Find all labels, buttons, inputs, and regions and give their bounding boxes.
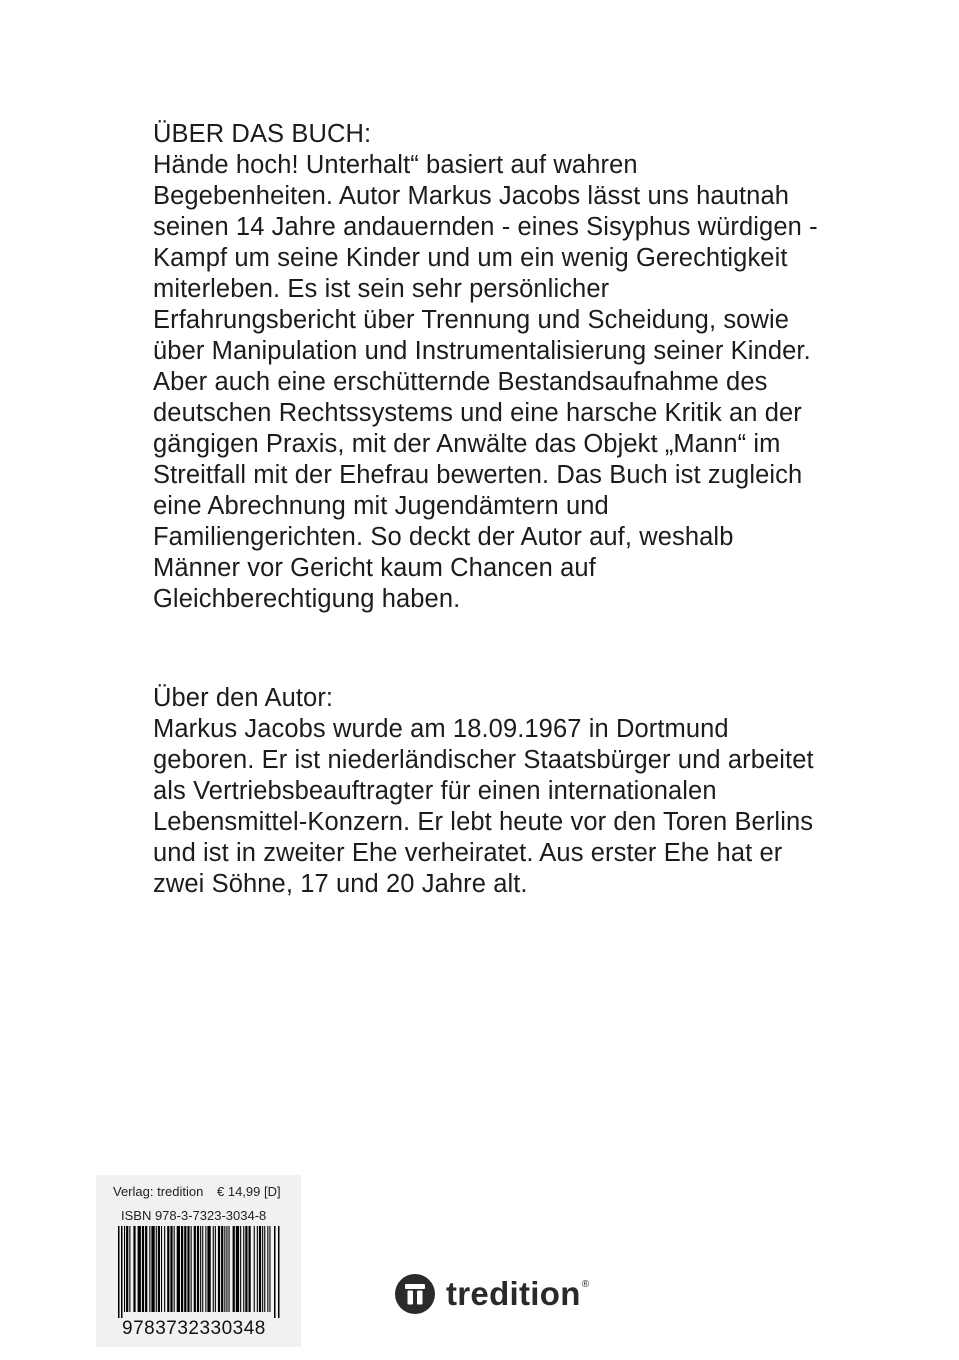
- logo-wordmark: tredition: [446, 1275, 581, 1312]
- barcode-bar: [156, 1226, 157, 1312]
- barcode-bar: [118, 1226, 120, 1318]
- barcode-bar: [124, 1226, 125, 1312]
- barcode-bar: [257, 1226, 258, 1312]
- tredition-logo-icon: [395, 1274, 435, 1314]
- about-author-line: und ist in zweiter Ehe verheiratet. Aus erster Ehe hat er: [153, 839, 783, 867]
- about-author-line: geboren. Er ist niederländischer Staatsbürger und arbeitet: [153, 746, 814, 774]
- about-author-line: Markus Jacobs wurde am 18.09.1967 in Dortmund: [153, 715, 729, 743]
- barcode-bar: [243, 1226, 244, 1312]
- barcode-bar: [121, 1226, 123, 1318]
- about-author-line: zwei Söhne, 17 und 20 Jahre alt.: [153, 870, 528, 898]
- about-book-line: über Manipulation und Instrumentalisierung seiner Kinder.: [153, 337, 811, 365]
- barcode-bar: [184, 1226, 186, 1312]
- barcode-bar: [170, 1226, 172, 1312]
- about-book-heading: ÜBER DAS BUCH:: [153, 120, 372, 148]
- publisher-label: Verlag: tredition: [113, 1184, 204, 1199]
- barcode-bar: [138, 1226, 141, 1312]
- barcode-bar: [245, 1226, 247, 1312]
- barcode-bar: [194, 1226, 196, 1312]
- barcode-bar: [197, 1226, 199, 1312]
- about-book-line: gängigen Praxis, mit der Anwälte das Objekt „Mann“ im: [153, 430, 781, 458]
- barcode-bar: [164, 1226, 165, 1312]
- about-book-line: eine Abrechnung mit Jugendämtern und: [153, 492, 609, 520]
- about-book-line: Begebenheiten. Autor Markus Jacobs lässt uns hautnah: [153, 182, 790, 210]
- barcode-box: [96, 1175, 301, 1347]
- about-book-line: deutschen Rechtssystems und eine harsche Kritik an der: [153, 399, 802, 427]
- barcode-bar: [240, 1226, 241, 1312]
- barcode-bar: [161, 1226, 162, 1312]
- barcode-bar: [215, 1226, 216, 1312]
- barcode-bar: [221, 1226, 223, 1312]
- barcode-bar: [224, 1226, 225, 1312]
- isbn-label: ISBN 978-3-7323-3034-8: [121, 1208, 267, 1223]
- barcode-bar: [233, 1226, 235, 1312]
- about-book-section: [153, 119, 873, 615]
- barcode-icon: [118, 1226, 280, 1318]
- barcode-bar: [254, 1226, 255, 1312]
- registered-mark: ®: [581, 1279, 590, 1290]
- about-book-line: seinen 14 Jahre andauernden - eines Sisyphus würdigen -: [153, 213, 818, 241]
- barcode-bar: [145, 1226, 147, 1312]
- about-book-line: Erfahrungsbericht über Trennung und Scheidung, sowie: [153, 306, 790, 334]
- about-author-line: als Vertriebsbeauftragter für einen internationalen: [153, 777, 717, 805]
- about-book-line: miterleben. Es ist sein sehr persönlicher: [153, 275, 610, 303]
- barcode-bar: [151, 1226, 154, 1312]
- barcode-bar: [129, 1226, 130, 1312]
- about-book-line: Aber auch eine erschütternde Bestandsaufnahme des: [153, 368, 768, 396]
- about-author-line: Lebensmittel-Konzern. Er lebt heute vor den Toren Berlins: [153, 808, 814, 836]
- barcode-bar: [149, 1226, 150, 1312]
- about-book-line: Familiengerichten. So deckt der Autor auf, weshalb: [153, 523, 734, 551]
- barcode-bar: [191, 1226, 192, 1312]
- barcode-bar: [205, 1226, 206, 1312]
- barcode-bar: [181, 1226, 183, 1312]
- barcode-bar: [236, 1226, 239, 1312]
- barcode-bar: [267, 1226, 268, 1312]
- barcode-bar: [167, 1226, 169, 1312]
- publisher-logo: [395, 1273, 589, 1315]
- barcode-bar: [249, 1226, 251, 1312]
- ean-number: 9783732330348: [122, 1318, 266, 1339]
- barcode-bar: [226, 1226, 227, 1312]
- barcode-bar: [126, 1226, 128, 1312]
- about-author-heading: Über den Autor:: [153, 684, 334, 712]
- about-book-line: Hände hoch! Unterhalt“ basiert auf wahren: [153, 151, 638, 179]
- barcode-bar: [187, 1226, 189, 1312]
- barcode-bar: [259, 1226, 261, 1312]
- barcode-bar: [269, 1226, 270, 1312]
- barcode-bar: [142, 1226, 144, 1312]
- barcode-bar: [274, 1226, 276, 1318]
- about-book-line: Gleichberechtigung haben.: [153, 585, 461, 613]
- about-book-line: Streitfall mit der Ehefrau bewerten. Das Buch ist zugleich: [153, 461, 803, 489]
- barcode-bar: [213, 1226, 214, 1312]
- barcode-bar: [264, 1226, 265, 1312]
- about-book-line: Männer vor Gericht kaum Chancen auf: [153, 554, 596, 582]
- about-book-line: Kampf um seine Kinder und um ein wenig Gerechtigkeit: [153, 244, 788, 272]
- barcode-bar: [218, 1226, 220, 1312]
- barcode-bar: [262, 1226, 263, 1312]
- price-label: € 14,99 [D]: [217, 1184, 281, 1199]
- barcode-bar: [207, 1226, 210, 1312]
- barcode-bar: [177, 1226, 180, 1312]
- barcode-bar: [158, 1226, 160, 1312]
- barcode-bar: [174, 1226, 175, 1312]
- barcode-bar: [202, 1226, 203, 1312]
- barcode-bar: [200, 1226, 201, 1312]
- barcode-bar: [133, 1226, 135, 1312]
- about-author-section: [153, 683, 873, 900]
- barcode-bar: [278, 1226, 280, 1318]
- barcode-bar: [229, 1226, 230, 1312]
